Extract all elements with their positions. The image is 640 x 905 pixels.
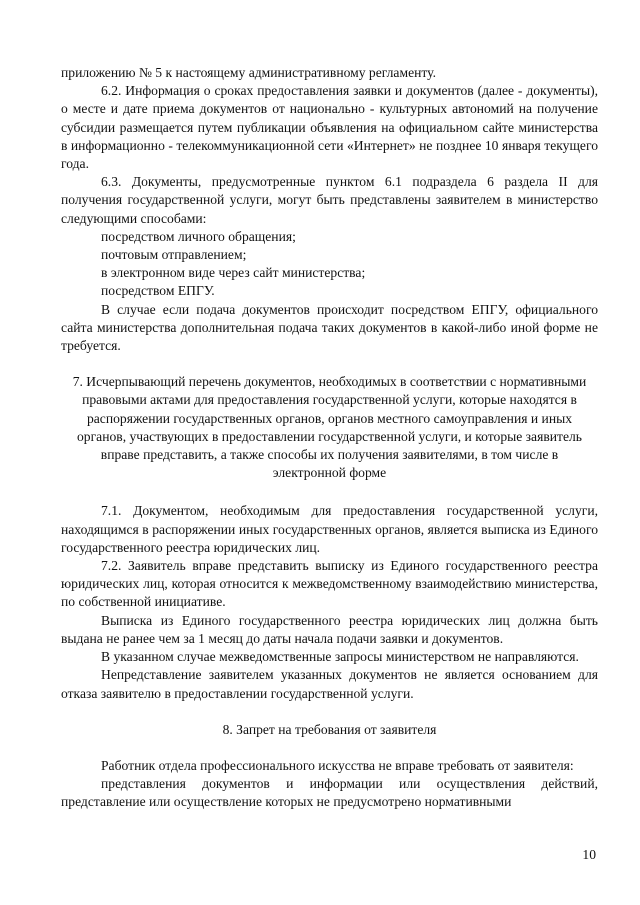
page-number: 10 xyxy=(582,847,596,862)
spacer xyxy=(61,739,598,757)
spacer xyxy=(61,482,598,502)
paragraph-interagency-requests: В указанном случае межведомственные запросы министерством не направляются. xyxy=(101,649,579,665)
paragraph-8-intro: Работник отдела профессионального искусства не вправе требовать от заявителя: xyxy=(101,757,574,773)
section-8-heading: 8. Запрет на требования от заявителя xyxy=(222,721,437,737)
spacer xyxy=(61,703,598,721)
paragraph-annex-reference: приложению № 5 к настоящему административному регламенту. xyxy=(61,65,436,80)
paragraph-6-3: 6.3. Документы, предусмотренные пунктом 6.1 подраздела 6 раздела II для получения государственной услуги, могут быть представлены заявителем в министерство следующими способами: xyxy=(61,174,598,226)
paragraph-egrul-validity: Выписка из Единого государственного реестра юридических лиц должна быть выдана не ранее чем за 1 месяц до даты начала подачи заявки и документов. xyxy=(61,612,598,646)
paragraph-7-1: 7.1. Документом, необходимым для предоставления государственной услуги, находящимся в распоряжении иных государственных органов, является выписка из Единого государственного реестра юридических лиц. xyxy=(61,503,598,555)
list-item: почтовым отправлением; xyxy=(101,247,247,263)
paragraph-7-2: 7.2. Заявитель вправе представить выписку из Единого государственного реестра юридических лиц, которая относится к межведомственному взаимодействию министерства, по собственной инициативе. xyxy=(61,558,598,610)
paragraph-epgu: В случае если подача документов происходит посредством ЕПГУ, официального сайта министерства дополнительная подача таких документов в какой-либо иной форме не требуется. xyxy=(61,301,598,354)
list-item: посредством ЕПГУ. xyxy=(101,283,215,299)
submission-methods-list xyxy=(61,228,598,301)
paragraph-non-submission: Непредставление заявителем указанных документов не является основанием для отказа заявителю в предоставлении государственной услуги. xyxy=(61,667,598,701)
paragraph-8-item: представления документов и информации или осуществления действий, представление или осуществление которых не предусмотрено нормативными xyxy=(61,776,598,810)
spacer xyxy=(61,355,598,373)
list-item: в электронном виде через сайт министерства; xyxy=(101,265,366,281)
list-item: посредством личного обращения; xyxy=(101,228,296,244)
paragraph-6-2: 6.2. Информация о сроках предоставления заявки и документов (далее - документы), о месте и дате приема документов от национально - культурных автономий на получение субсидии размещается путем публикации объявления на официальном сайте министерства в информационно - телекоммуникационной сети «Интернет» не позднее 10 января текущего года. xyxy=(61,83,598,172)
document-page xyxy=(61,64,598,812)
section-7-heading: 7. Исчерпывающий перечень документов, необходимых в соответствии с нормативными правовыми актами для предоставления государственной услуги, которые находятся в распоряжении государственных органов, органов местного самоуправления и иных органов, участвующих в предоставлении государственной услуги, и которые заявитель вправе представить, а также способы их получения заявителями, в том числе в электронной форме xyxy=(72,374,587,481)
